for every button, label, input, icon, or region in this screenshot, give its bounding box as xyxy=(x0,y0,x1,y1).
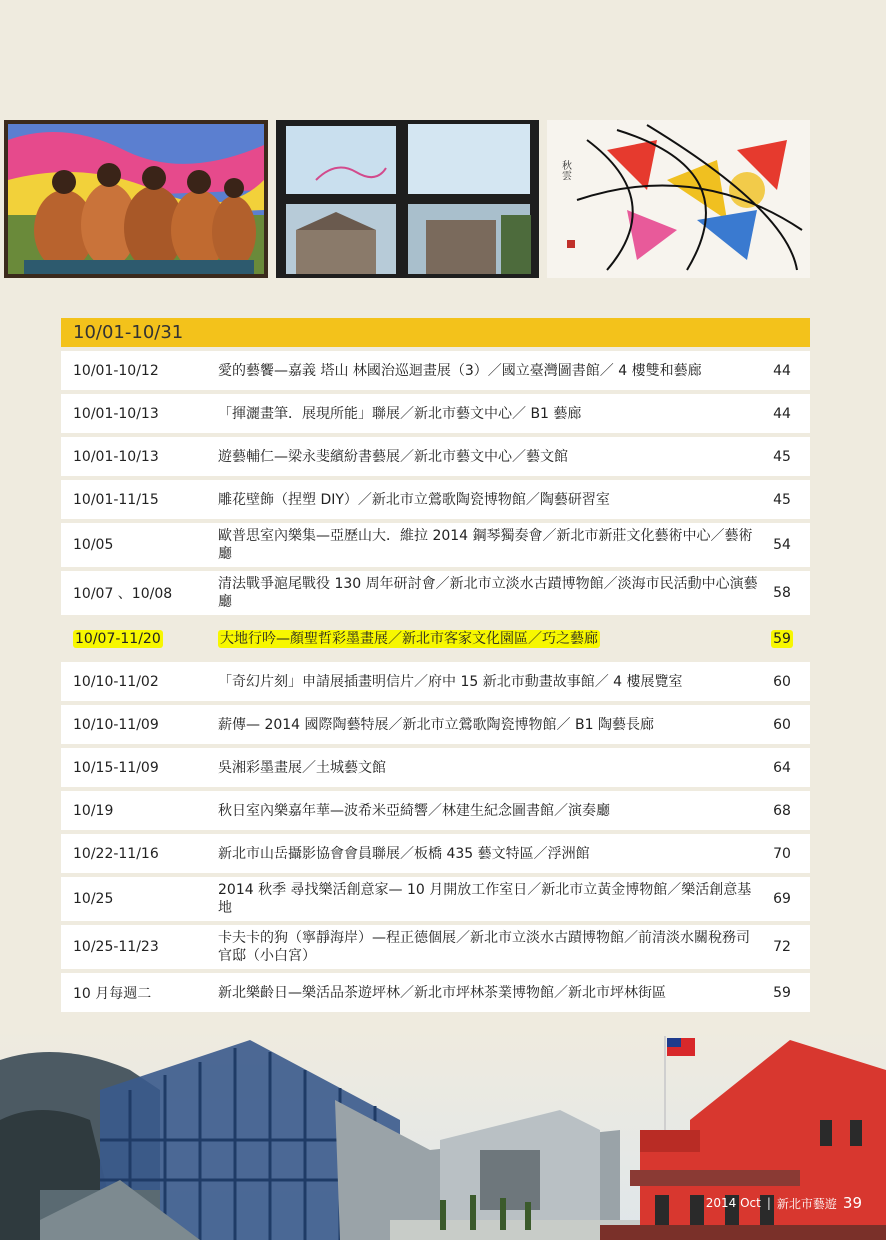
row-page: 60 xyxy=(773,673,791,690)
row-date: 10/01-10/12 xyxy=(73,362,159,379)
row-date: 10/10-11/02 xyxy=(73,673,159,690)
row-page: 45 xyxy=(773,491,791,508)
schedule-row xyxy=(61,662,810,701)
row-description: 清法戰爭滬尾戰役 130 周年研討會／新北市立淡水古蹟博物館／淡海市民活動中心演藝廳 xyxy=(218,576,758,610)
svg-text:秋雲: 秋雲 xyxy=(559,160,571,180)
row-date-text: 10/07-11/20 xyxy=(75,630,161,647)
row-description: 新北市山岳攝影協會會員聯展／板橋 435 藝文特區／浮洲館 xyxy=(218,845,590,862)
row-page xyxy=(762,631,802,647)
row-description: 雕花壁飾（捏塑 DIY）／新北市立鶯歌陶瓷博物館／陶藝研習室 xyxy=(218,491,610,508)
row-date: 10/01-10/13 xyxy=(73,448,159,465)
row-date: 10 月每週二 xyxy=(73,985,152,1002)
row-page-text: 59 xyxy=(773,630,791,647)
row-page: 44 xyxy=(773,362,791,379)
row-date: 10/07 、10/08 xyxy=(73,586,173,602)
event-schedule-table xyxy=(61,318,810,1016)
page-footer xyxy=(706,1194,862,1212)
row-description: 新北樂齡日—樂活品茶遊坪林／新北市坪林茶業博物館／新北市坪林街區 xyxy=(218,984,666,1001)
schedule-header: 10/01-10/31 xyxy=(61,318,810,347)
schedule-row xyxy=(61,748,810,787)
row-date: 10/25-11/23 xyxy=(73,939,159,955)
row-description: 「揮灑畫筆．展現所能」聯展／新北市藝文中心／ B1 藝廊 xyxy=(218,405,582,422)
row-page: 44 xyxy=(773,405,791,422)
row-page: 68 xyxy=(773,802,791,819)
footer-date: 2014 Oct xyxy=(705,1196,761,1210)
schedule-row xyxy=(61,437,810,476)
row-description: 愛的藝饗—嘉義 塔山 林國治巡迴畫展（3）／國立臺灣圖書館／ 4 樓雙和藝廊 xyxy=(218,362,702,379)
schedule-row xyxy=(61,834,810,873)
row-date: 10/10-11/09 xyxy=(73,716,159,733)
row-date: 10/01-10/13 xyxy=(73,405,159,422)
row-description: 卡夫卡的狗（寧靜海岸）—程正德個展／新北市立淡水古蹟博物館／前清淡水關稅務司官邸（小白宮） xyxy=(218,930,750,964)
row-page: 58 xyxy=(773,585,791,601)
row-page: 45 xyxy=(773,448,791,465)
row-page: 69 xyxy=(773,891,791,907)
schedule-row xyxy=(61,351,810,390)
row-page: 54 xyxy=(773,537,791,553)
row-description: 吳湘彩墨畫展／土城藝文館 xyxy=(218,759,386,776)
row-description: 秋日室內樂嘉年華—波希米亞綺響／林建生紀念圖書館／演奏廳 xyxy=(218,802,610,819)
row-date: 10/22-11/16 xyxy=(73,845,159,862)
schedule-row xyxy=(61,705,810,744)
buildings-photo-strip xyxy=(0,1030,886,1240)
row-date xyxy=(61,631,218,647)
row-date: 10/15-11/09 xyxy=(73,759,159,776)
footer-publication: 新北市藝遊 xyxy=(776,1196,837,1211)
schedule-row xyxy=(61,791,810,830)
row-page: 60 xyxy=(773,716,791,733)
row-description: 歐普思室內樂集—亞歷山大．維拉 2014 鋼琴獨奏會／新北市新莊文化藝術中心／藝術廳 xyxy=(218,528,753,562)
row-date: 10/01-11/15 xyxy=(73,491,159,508)
schedule-row-highlighted xyxy=(61,619,810,658)
abstract-painting-photo xyxy=(547,120,810,278)
row-description: 「奇幻片刻」申請展插畫明信片／府中 15 新北市動畫故事館／ 4 樓展覽室 xyxy=(218,673,683,690)
window-photo-museum-view xyxy=(276,120,539,278)
row-description-text: 大地行吟—顏聖哲彩墨畫展／新北市客家文化園區／巧之藝廊 xyxy=(220,630,598,647)
row-page: 72 xyxy=(773,939,791,955)
schedule-row xyxy=(61,877,810,921)
footer-separator: | xyxy=(766,1196,771,1210)
row-description: 薪傳— 2014 國際陶藝特展／新北市立鶯歌陶瓷博物館／ B1 陶藝長廊 xyxy=(218,716,654,733)
row-page: 59 xyxy=(773,984,791,1001)
schedule-row xyxy=(61,925,810,969)
schedule-row xyxy=(61,571,810,615)
row-description xyxy=(218,630,758,648)
row-page: 70 xyxy=(773,845,791,862)
row-date: 10/19 xyxy=(73,802,114,819)
painting-photo-tribal-dancers xyxy=(4,120,268,278)
row-description: 遊藝輔仁—梁永斐繽紛書藝展／新北市藝文中心／藝文館 xyxy=(218,448,568,465)
schedule-row xyxy=(61,973,810,1012)
footer-page-number: 39 xyxy=(842,1194,862,1212)
schedule-row xyxy=(61,480,810,519)
row-date: 10/25 xyxy=(73,891,114,907)
row-page: 64 xyxy=(773,759,791,776)
row-description: 2014 秋季 尋找樂活創意家— 10 月開放工作室日／新北市立黃金博物館／樂活創意基地 xyxy=(218,882,752,916)
schedule-row xyxy=(61,394,810,433)
row-date: 10/05 xyxy=(73,537,114,553)
schedule-row xyxy=(61,523,810,567)
